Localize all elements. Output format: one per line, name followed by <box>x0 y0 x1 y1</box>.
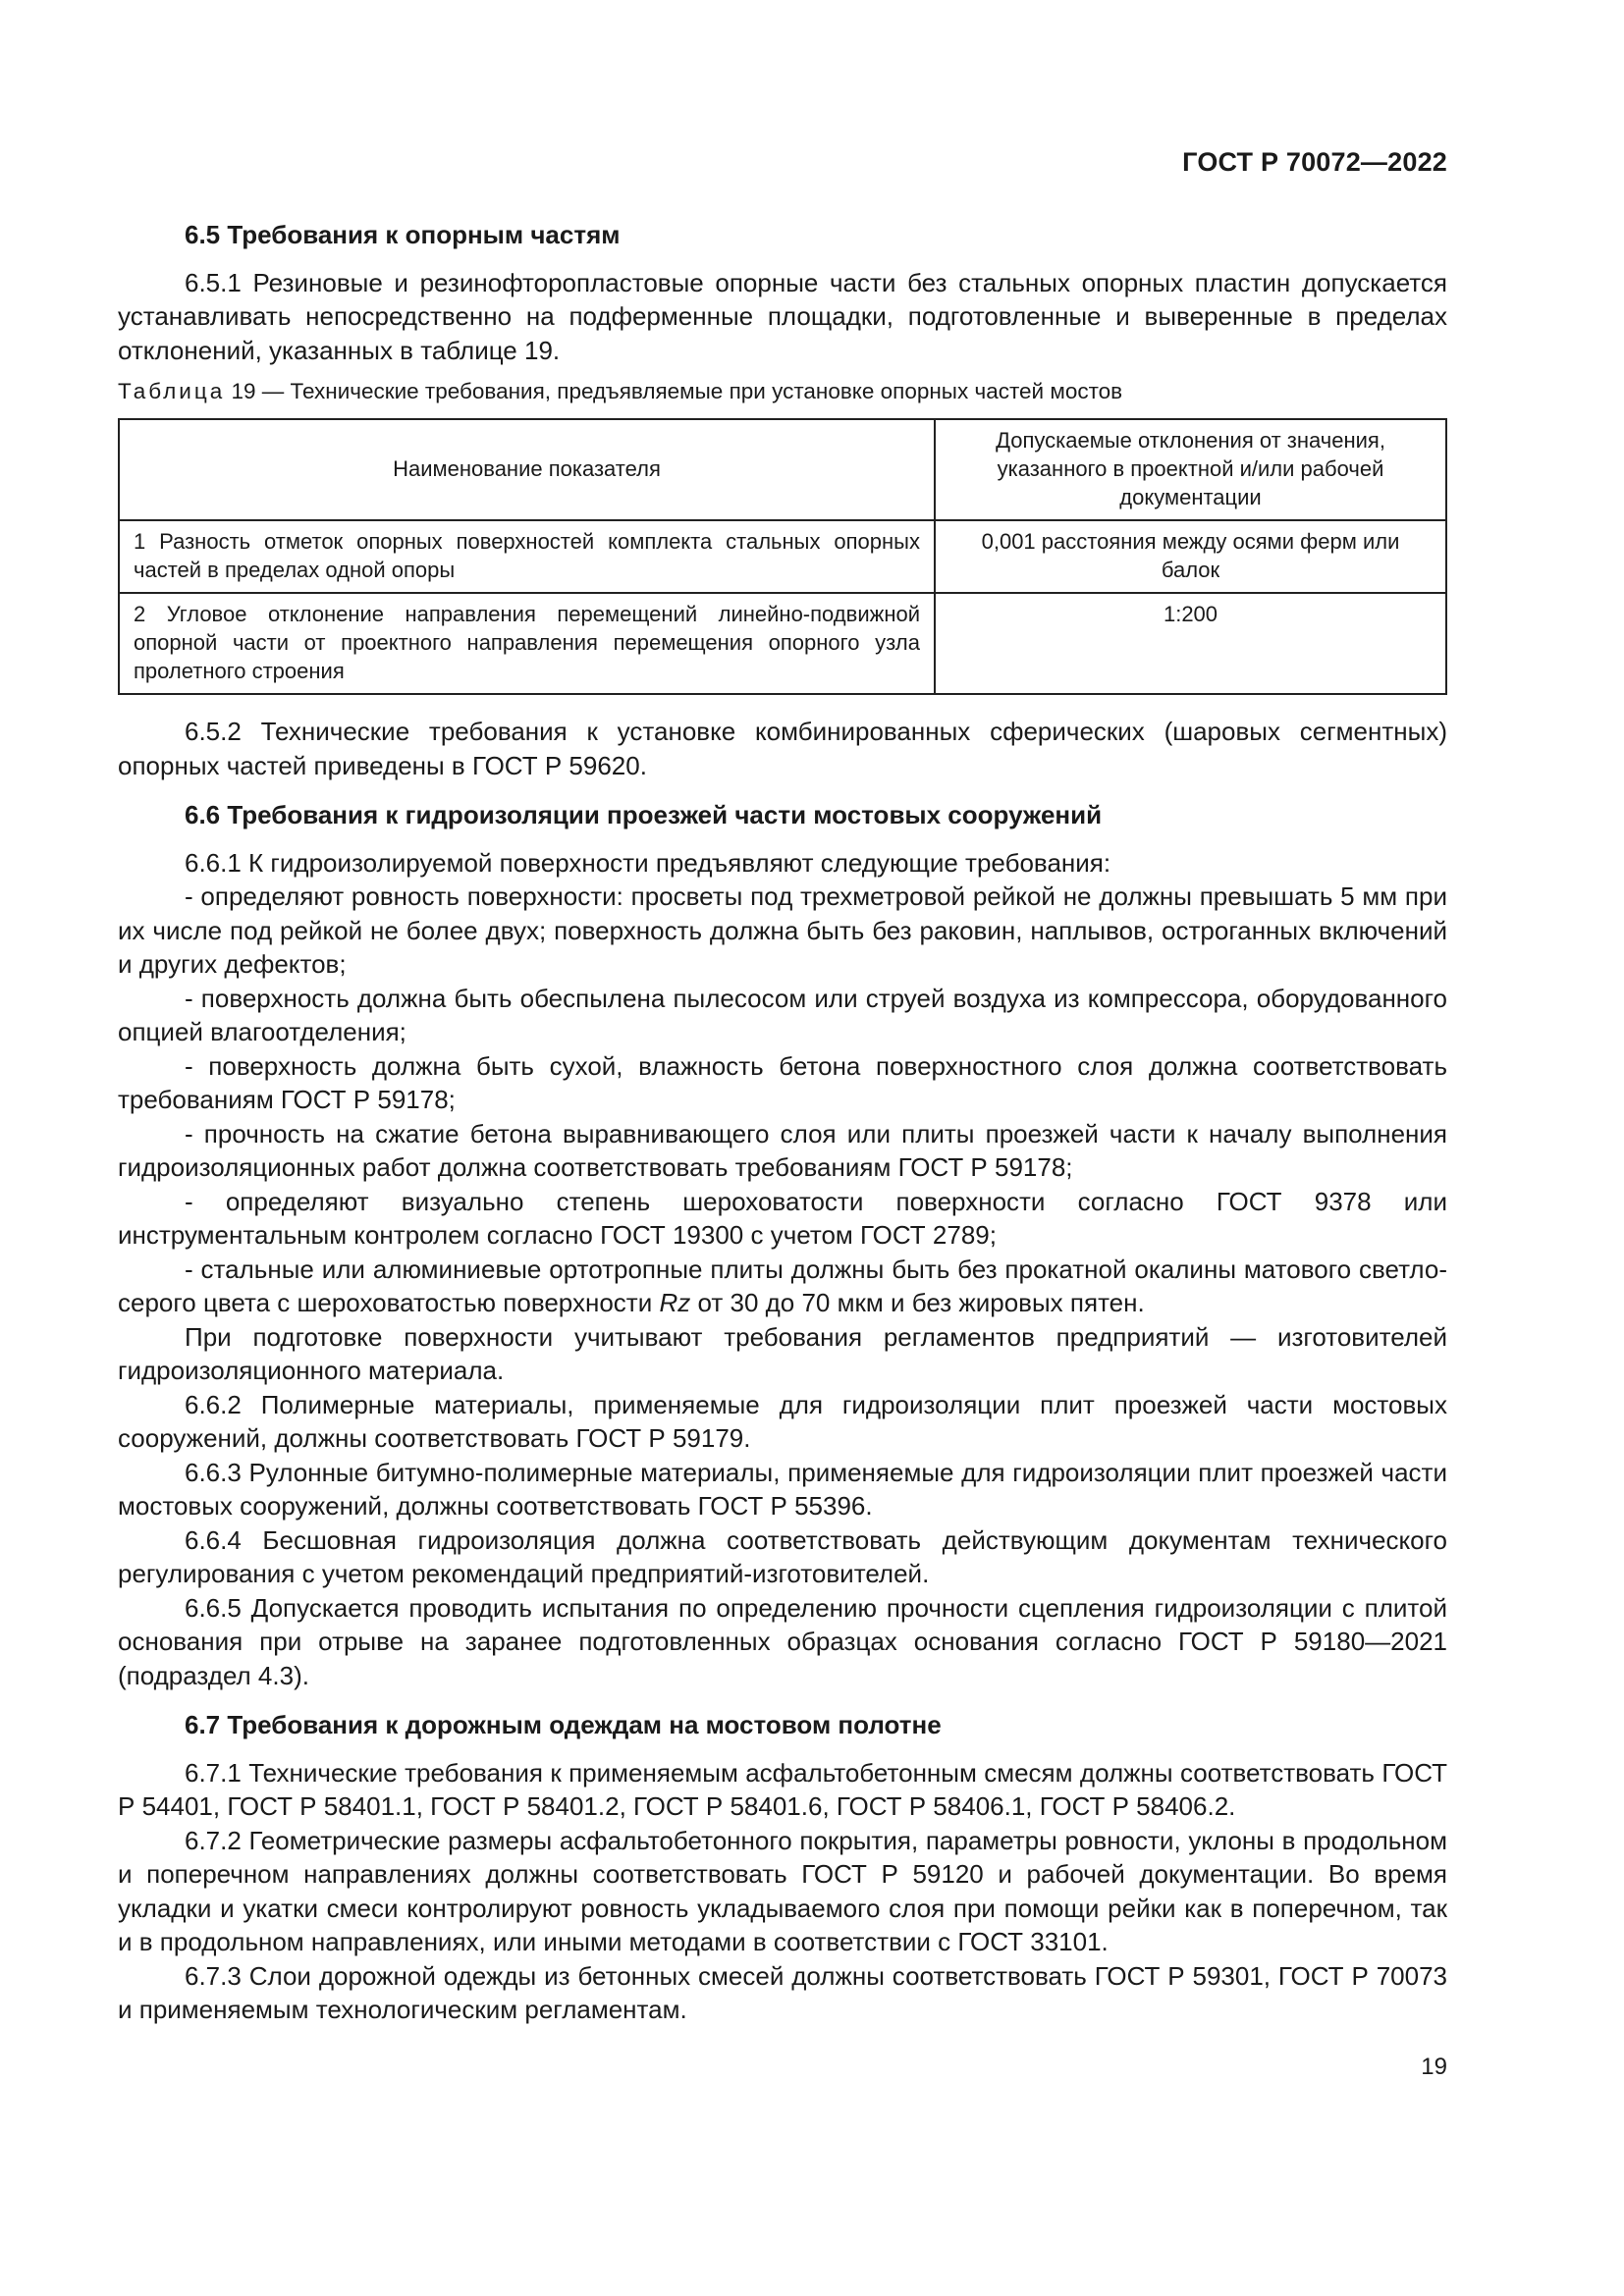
paragraph-6-7-2: 6.7.2 Геометрические размеры асфальтобетонного покрытия, параметры ровности, уклоны в продольном и поперечном направлениях должны соответствовать ГОСТ Р 59120 и рабочей документации. Во время укладки и укатки смеси контролируют ровность укладываемого слоя при помощи рейки как в поперечном, так и в продольном направлениях, или иными методами в соответствии с ГОСТ 33101. <box>118 1825 1447 1956</box>
paragraph-6-6-5: 6.6.5 Допускается проводить испытания по определению прочности сцепления гидроизоляции с плитой основания при отрыве на заранее подготовленных образцах основания согласно ГОСТ Р 59180—2021 (подраздел 4.3). <box>118 1592 1447 1690</box>
paragraph-6-5-1: 6.5.1 Резиновые и резинофторопластовые опорные части без стальных опорных пластин допускается устанавливать непосредственно на подферменные площадки, подготовленные и выверенные в пределах отклонений, указанных в таблице 19. <box>118 267 1447 365</box>
paragraph-preparation: При подготовке поверхности учитывают требования регламентов предприятий — изготовителей гидроизоляционного материала. <box>118 1321 1447 1385</box>
section-6-5-title: 6.5 Требования к опорным частям <box>185 220 621 249</box>
paragraph-6-7-3: 6.7.3 Слои дорожной одежды из бетонных смесей должны соответствовать ГОСТ Р 59301, ГОСТ Р 70073 и применяемым технологическим регламентам. <box>118 1960 1447 2024</box>
list-item: - поверхность должна быть обеспылена пылесосом или струей воздуха из компрессора, оборудованного опцией влагоотделения; <box>118 983 1447 1046</box>
document-code: ГОСТ Р 70072—2022 <box>1182 147 1447 177</box>
list-item-last <box>118 1253 1447 1320</box>
requirements-table <box>118 418 1447 695</box>
table-caption <box>118 377 1447 406</box>
table-header-row <box>119 419 1446 520</box>
table-cell-indicator: 1 Разность отметок опорных поверхностей комплекта стальных опорных частей в пределах одной опоры <box>119 520 935 593</box>
page-content <box>118 218 1447 2027</box>
table-cell-deviation: 0,001 расстояния между осями ферм или балок <box>935 520 1446 593</box>
table-row <box>119 593 1446 694</box>
table-cell-indicator: 2 Угловое отклонение направления перемещений линейно-подвижной опорной части от проектного направления перемещения опорного узла пролетного строения <box>119 593 935 694</box>
list-item-text: от 30 до 70 мкм и без жировых пятен. <box>690 1288 1145 1317</box>
list-item: - поверхность должна быть сухой, влажность бетона поверхностного слоя должна соответствовать требованиям ГОСТ Р 59178; <box>118 1050 1447 1114</box>
page-number: 19 <box>1421 2054 1447 2080</box>
table-caption-label: Таблица <box>118 379 226 403</box>
paragraph-6-6-4: 6.6.4 Бесшовная гидроизоляция должна соответствовать действующим документам технического регулирования с учетом рекомендаций предприятий-изготовителей. <box>118 1524 1447 1588</box>
list-item: - определяют визуально степень шероховатости поверхности согласно ГОСТ 9378 или инструментальным контролем согласно ГОСТ 19300 с учетом ГОСТ 2789; <box>118 1186 1447 1250</box>
section-6-7-title: 6.7 Требования к дорожным одеждам на мостовом полотне <box>185 1710 942 1739</box>
table-header-cell: Наименование показателя <box>119 419 935 520</box>
paragraph-6-6-3: 6.6.3 Рулонные битумно-полимерные материалы, применяемые для гидроизоляции плит проезжей части мостовых сооружений, должны соответствовать ГОСТ Р 55396. <box>118 1457 1447 1521</box>
table-cell-deviation: 1:200 <box>935 593 1446 694</box>
table-header-cell: Допускаемые отклонения от значения, указанного в проектной и/или рабочей документации <box>935 419 1446 520</box>
paragraph-6-7-1: 6.7.1 Технические требования к применяемым асфальтобетонным смесям должны соответствовать ГОСТ Р 54401, ГОСТ Р 58401.1, ГОСТ Р 58401.2, ГОСТ Р 58401.6, ГОСТ Р 58406.1, ГОСТ Р 58406.2. <box>118 1757 1447 1821</box>
section-6-6-title: 6.6 Требования к гидроизоляции проезжей части мостовых сооружений <box>185 800 1103 829</box>
list-item-text: - стальные или алюминиевые ортотропные плиты должны быть без прокатной окалины матового светло-серого цвета с шероховатостью поверхности <box>118 1254 1447 1317</box>
roughness-symbol: Rz <box>659 1288 691 1317</box>
paragraph-6-6-1: 6.6.1 К гидроизолируемой поверхности предъявляют следующие требования: <box>185 847 1111 878</box>
table-caption-text: 19 — Технические требования, предъявляемые при установке опорных частей мостов <box>231 379 1123 403</box>
list-item: - прочность на сжатие бетона выравнивающего слоя или плиты проезжей части к началу выполнения гидроизоляционных работ должна соответствовать требованиям ГОСТ Р 59178; <box>118 1118 1447 1182</box>
paragraph-6-6-2: 6.6.2 Полимерные материалы, применяемые для гидроизоляции плит проезжей части мостовых сооружений, должны соответствовать ГОСТ Р 59179. <box>118 1389 1447 1453</box>
list-item: - определяют ровность поверхности: просветы под трехметровой рейкой не должны превышать 5 мм при их числе под рейкой не более двух; поверхность должна быть без раковин, наплывов, остроганных включений и других дефектов; <box>118 881 1447 979</box>
paragraph-6-5-2: 6.5.2 Технические требования к установке комбинированных сферических (шаровых сегментных) опорных частей приведены в ГОСТ Р 59620. <box>118 717 1447 780</box>
table-row <box>119 520 1446 593</box>
